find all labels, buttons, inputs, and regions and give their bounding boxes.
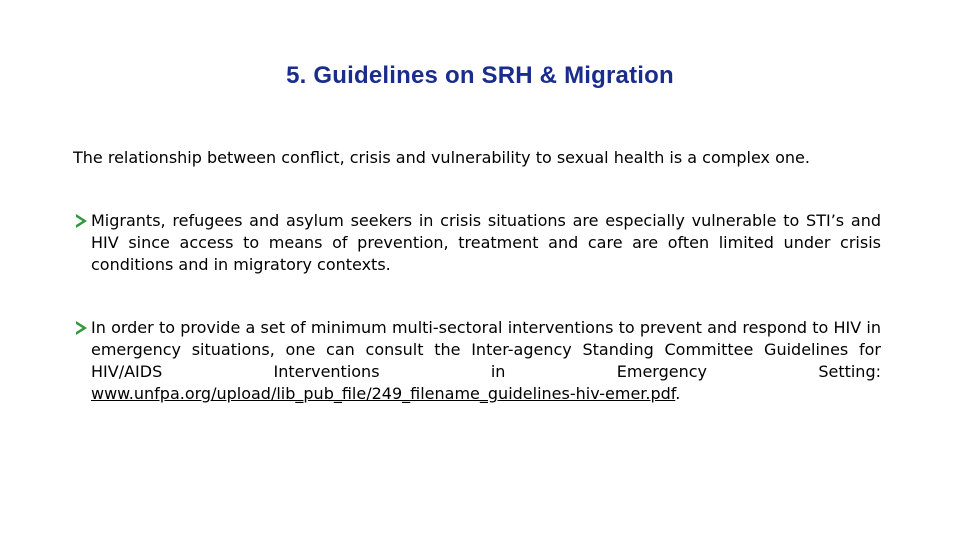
bullet-item xyxy=(74,210,881,276)
slide-title: 5. Guidelines on SRH & Migration xyxy=(286,62,674,89)
bullet-text-body: In order to provide a set of minimum multi-sectoral interventions to prevent and respond to HIV in emergency situations, one can consult the Inter-agency Standing Committee Guidelines for HIV/AIDS Interventions in Emergency Setting: xyxy=(91,318,881,381)
arrow-bullet-icon xyxy=(74,211,90,231)
intro-paragraph: The relationship between conflict, crisis and vulnerability to sexual health is a complex one. xyxy=(73,148,810,167)
bullet-text-period: . xyxy=(675,384,681,403)
guidelines-link[interactable]: www.unfpa.org/upload/lib_pub_file/249_filename_guidelines-hiv-emer.pdf xyxy=(91,384,676,403)
arrow-bullet-icon xyxy=(74,318,90,338)
bullet-text: Migrants, refugees and asylum seekers in crisis situations are especially vulnerable to STI’s and HIV since access to means of prevention, treatment and care are often limited under crisis conditions and in migratory contexts. xyxy=(91,211,881,274)
bullet-text xyxy=(91,317,881,405)
bullet-item xyxy=(74,317,881,405)
